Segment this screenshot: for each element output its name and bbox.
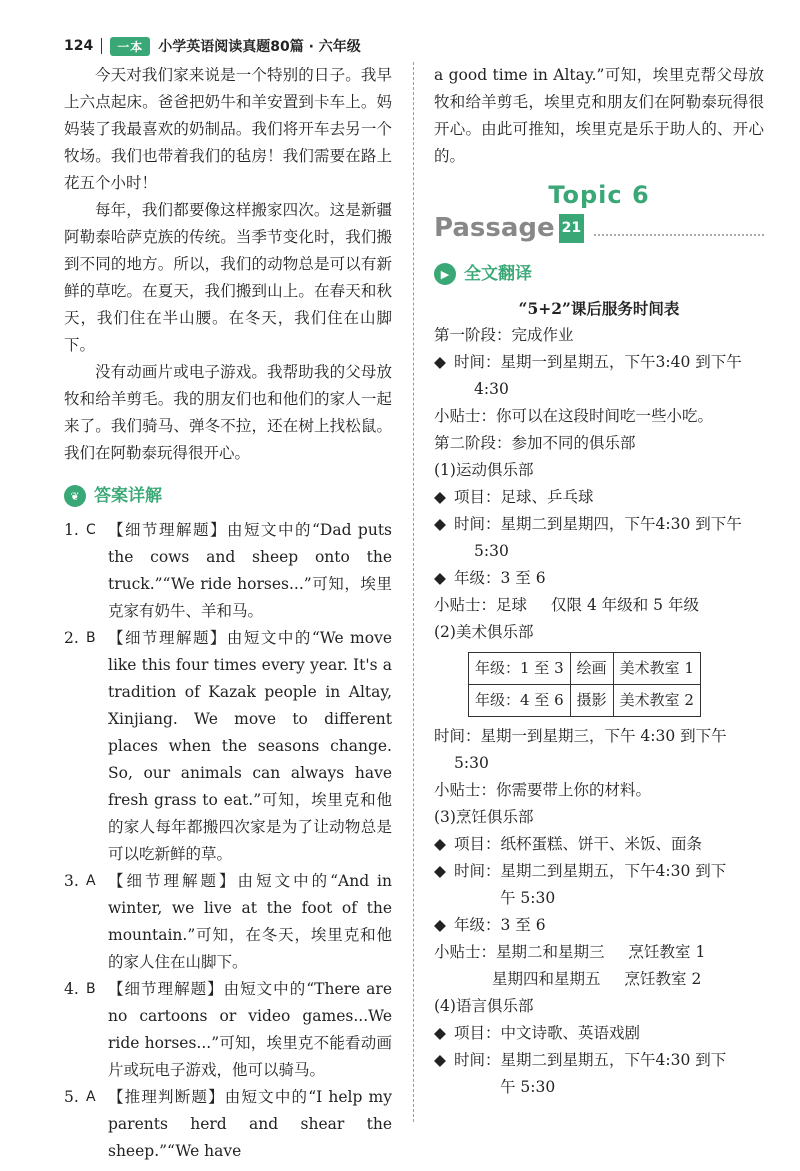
schedule-line (434, 1020, 764, 1047)
tip (434, 939, 764, 966)
table-cell: 年级：1 至 3 (469, 653, 571, 685)
tip-detail: 烹饪教室 2 (624, 970, 702, 988)
line-text: 时间：星期二到星期五，下午4:30 到下 (454, 862, 727, 880)
dotted-rule (594, 220, 764, 236)
schedule-line: 时间：星期一到星期三，下午 4:30 到下午 (434, 727, 727, 745)
diamond-bullet-icon: ◆ (434, 353, 446, 371)
answer-letter: A (86, 873, 96, 889)
schedule-line (434, 858, 764, 885)
line-continuation: 午 5:30 (500, 1078, 556, 1096)
answer-number: 5. (64, 1088, 79, 1106)
answer-item (64, 1084, 392, 1165)
answer-explanation: 【细节理解题】由短文中的“And in winter, we live at the foot of the mountain.”可知，在冬天，埃里克和他的家人住在山脚下。 (108, 872, 392, 971)
tip-detail: 烹饪教室 1 (628, 943, 706, 961)
diamond-bullet-icon: ◆ (434, 488, 446, 506)
answer-explanation: 【细节理解题】由短文中的“Dad puts the cows and sheep onto the truck.”“We ride horses...”可知，埃里克家有奶牛、羊和马。 (108, 521, 392, 620)
right-column (434, 62, 764, 1101)
passage-heading (434, 211, 764, 245)
schedule-line (434, 831, 764, 858)
tip-label: 小贴士：星期二和星期三 (434, 943, 605, 961)
art-club-table (468, 652, 701, 717)
club-heading: (4)语言俱乐部 (434, 997, 534, 1015)
stage-heading: 第一阶段：完成作业 (434, 326, 574, 344)
book-title: 小学英语阅读真题80篇 · 六年级 (158, 39, 361, 55)
answer-item (64, 976, 392, 1084)
table-cell: 美术教室 2 (613, 685, 700, 717)
answer-explanation: 【推理判断题】由短文中的“I help my parents herd and shear the sheep.”“We have (108, 1088, 392, 1160)
answer-number: 3. (64, 872, 79, 890)
header-divider (101, 38, 102, 54)
line-text: 时间：星期二到星期四，下午4:30 到下午 (454, 515, 742, 533)
answer-continuation: a good time in Altay.”可知，埃里克帮父母放牧和给羊剪毛，埃里克和朋友们在阿勒泰玩得很开心。由此可推知，埃里克是乐于助人的、开心的。 (434, 66, 764, 165)
diamond-bullet-icon: ◆ (434, 1051, 446, 1069)
club-heading: (3)烹饪俱乐部 (434, 808, 534, 826)
brand-logo: 一本 (110, 37, 150, 56)
line-continuation: 5:30 (454, 754, 489, 772)
topic-title: Topic 6 (548, 181, 650, 209)
schedule-line (434, 349, 764, 376)
section-title: 全文翻译 (464, 263, 532, 284)
table-cell: 摄影 (570, 685, 613, 717)
line-text: 年级：3 至 6 (454, 569, 546, 587)
table-cell: 美术教室 1 (613, 653, 700, 685)
line-text: 项目：纸杯蛋糕、饼干、米饭、面条 (454, 835, 703, 853)
club-heading: (1)运动俱乐部 (434, 461, 534, 479)
answer-number: 1. (64, 521, 79, 539)
answers-section-heading (64, 483, 392, 509)
tip-detail: 仅限 4 年级和 5 年级 (551, 596, 699, 614)
table-row (469, 685, 701, 717)
answer-number: 2. (64, 629, 79, 647)
page-header (64, 34, 361, 58)
line-text: 时间：星期一到星期五，下午3:40 到下午 (454, 353, 742, 371)
diamond-bullet-icon: ◆ (434, 862, 446, 880)
schedule-line (434, 1047, 764, 1074)
answer-letter: B (86, 981, 96, 997)
table-cell: 绘画 (570, 653, 613, 685)
line-continuation: 4:30 (474, 380, 509, 398)
tip (434, 592, 764, 619)
tip: 小贴士：你需要带上你的材料。 (434, 781, 652, 799)
table-row (469, 653, 701, 685)
stage-heading: 第二阶段：参加不同的俱乐部 (434, 434, 636, 452)
line-text: 时间：星期二到星期五，下午4:30 到下 (454, 1051, 727, 1069)
diamond-bullet-icon: ◆ (434, 569, 446, 587)
schedule-line (434, 565, 764, 592)
column-divider (413, 62, 414, 1122)
translation-section-heading (434, 261, 764, 287)
page-number: 124 (64, 38, 94, 54)
leaf-icon: ❦ (64, 485, 86, 507)
answer-letter: C (86, 522, 96, 538)
schedule-line (434, 484, 764, 511)
line-text: 项目：足球、乒乓球 (454, 488, 594, 506)
line-continuation: 午 5:30 (500, 889, 556, 907)
schedule-line (434, 912, 764, 939)
line-text: 年级：3 至 6 (454, 916, 546, 934)
diamond-bullet-icon: ◆ (434, 916, 446, 934)
line-continuation: 5:30 (474, 542, 509, 560)
diamond-bullet-icon: ◆ (434, 1024, 446, 1042)
section-title: 答案详解 (94, 485, 162, 506)
left-column (64, 62, 392, 1165)
tip (434, 966, 764, 993)
answer-letter: B (86, 630, 96, 646)
tip: 小贴士：你可以在这段时间吃一些小吃。 (434, 407, 714, 425)
diamond-bullet-icon: ◆ (434, 835, 446, 853)
schedule-line (434, 511, 764, 538)
passage-label: Passage (434, 212, 555, 243)
answer-letter: A (86, 1089, 96, 1105)
answer-item (64, 625, 392, 868)
passage-number: 21 (559, 214, 584, 243)
tip-label: 星期四和星期五 (492, 970, 601, 988)
club-heading: (2)美术俱乐部 (434, 623, 534, 641)
translation-paragraph: 每年，我们都要像这样搬家四次。这是新疆阿勒泰哈萨克族的传统。当季节变化时，我们搬到不同的地方。所以，我们的动物总是可以有新鲜的草吃。在夏天，我们搬到山上。在春天和秋天，我们住在半山腰。在冬天，我们住在山脚下。 (64, 201, 392, 354)
play-icon: ▶ (434, 263, 456, 285)
answer-item (64, 868, 392, 976)
tip-label: 小贴士：足球 (434, 596, 528, 614)
answer-item (64, 517, 392, 625)
answer-number: 4. (64, 980, 79, 998)
answer-explanation: 【细节理解题】由短文中的“There are no cartoons or video games...We ride horses...”可知，埃里克不能看动画片或玩电子游戏，他可以骑马。 (108, 980, 392, 1079)
answer-explanation: 【细节理解题】由短文中的“We move like this four times every year. It's a tradition of Kazak people in Altay, Xinjiang. We move to different places when the seasons change. So, our animals can always have fresh grass to eat.”可知，埃里克和他的家人每年都搬四次家是为了让动物总是可以吃新鲜的草。 (108, 629, 392, 863)
table-cell: 年级：4 至 6 (469, 685, 571, 717)
translation-paragraph: 今天对我们家来说是一个特别的日子。我早上六点起床。爸爸把奶牛和羊安置到卡车上。妈妈装了我最喜欢的奶制品。我们将开车去另一个牧场。我们也带着我们的毡房！我们需要在路上花五个小时！ (64, 66, 392, 192)
schedule-title: “5+2”课后服务时间表 (518, 299, 680, 318)
diamond-bullet-icon: ◆ (434, 515, 446, 533)
translation-paragraph: 没有动画片或电子游戏。我帮助我的父母放牧和给羊剪毛。我的朋友们也和他们的家人一起来了。我们骑马、弹冬不拉，还在树上找松鼠。我们在阿勒泰玩得很开心。 (64, 363, 392, 462)
line-text: 项目：中文诗歌、英语戏剧 (454, 1024, 641, 1042)
